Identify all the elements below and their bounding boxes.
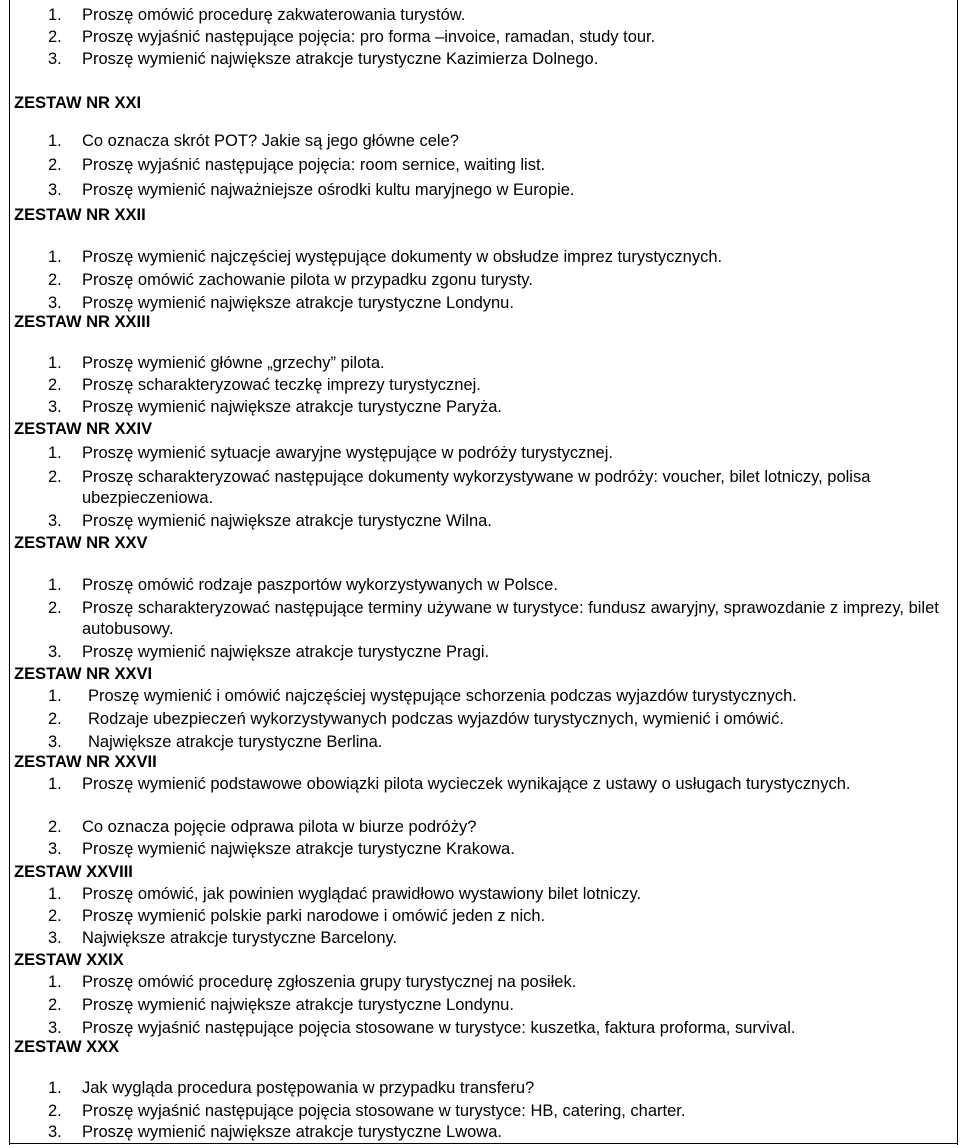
item-text: Proszę wymienić najczęściej występujące dokumenty w obsłudze imprez turystycznych. <box>82 248 723 266</box>
item-text: Proszę wymienić największe atrakcje turystyczne Krakowa. <box>82 840 515 858</box>
section-title: ZESTAW NR XXIII <box>14 313 151 331</box>
item-number: 2. <box>48 28 62 46</box>
item-text: Co oznacza skrót POT? Jakie są jego główne cele? <box>82 132 459 150</box>
item-number: 1. <box>48 973 62 991</box>
item-number: 1. <box>48 775 62 793</box>
section-title: ZESTAW NR XXVII <box>14 753 157 771</box>
item-number: 3. <box>48 1123 62 1141</box>
table-border-right <box>957 0 958 1145</box>
item-text: Proszę wymienić największe atrakcje turystyczne Paryża. <box>82 398 502 416</box>
item-text: Proszę scharakteryzować teczkę imprezy turystycznej. <box>82 376 481 394</box>
item-number: 2. <box>48 818 62 836</box>
section-title: ZESTAW XXIX <box>14 951 124 969</box>
item-text: Proszę wymienić największe atrakcje turystyczne Kazimierza Dolnego. <box>82 50 599 68</box>
item-number: 2. <box>48 271 62 289</box>
item-text: Co oznacza pojęcie odprawa pilota w biurze podróży? <box>82 818 477 836</box>
item-text: Proszę omówić procedurę zgłoszenia grupy turystycznej na posiłek. <box>82 973 577 991</box>
item-text: Rodzaje ubezpieczeń wykorzystywanych podczas wyjazdów turystycznych, wymienić i omówić. <box>88 710 785 728</box>
item-number: 2. <box>48 156 62 174</box>
item-text: Proszę wymienić podstawowe obowiązki pilota wycieczek wynikające z ustawy o usługach turystycznych. <box>82 775 851 793</box>
item-number: 3. <box>48 50 62 68</box>
item-text: Proszę wymienić największe atrakcje turystyczne Londynu. <box>82 294 514 312</box>
item-number: 3. <box>48 181 62 199</box>
item-number: 2. <box>48 996 62 1014</box>
item-text: Proszę wymienić największe atrakcje turystyczne Pragi. <box>82 643 490 661</box>
item-text: Proszę wymienić polskie parki narodowe i omówić jeden z nich. <box>82 907 546 925</box>
section-title: ZESTAW NR XXV <box>14 534 148 552</box>
item-number: 3. <box>48 294 62 312</box>
section-title: ZESTAW NR XXVI <box>14 665 153 683</box>
item-number: 1. <box>48 354 62 372</box>
item-text: Proszę wymienić najważniejsze ośrodki kultu maryjnego w Europie. <box>82 181 575 199</box>
table-border-left <box>9 0 10 1145</box>
item-text: Proszę wyjaśnić następujące pojęcia stosowane w turystyce: kuszetka, faktura proforma, survival. <box>82 1019 796 1037</box>
item-text: Proszę scharakteryzować następujące terminy używane w turystyce: fundusz awaryjny, sprawozdanie z imprezy, bilet autobusowy. <box>82 599 939 638</box>
item-number: 2. <box>48 468 62 486</box>
item-number: 3. <box>48 929 62 947</box>
section-title: ZESTAW NR XXI <box>14 94 142 112</box>
item-text: Proszę wymienić największe atrakcje turystyczne Lwowa. <box>82 1123 502 1141</box>
section-title: ZESTAW NR XXIV <box>14 420 153 438</box>
item-number: 3. <box>48 643 62 661</box>
item-number: 1. <box>48 444 62 462</box>
item-text: Proszę wyjaśnić następujące pojęcia: room sernice, waiting list. <box>82 156 546 174</box>
item-text: Proszę omówić, jak powinien wyglądać prawidłowo wystawiony bilet lotniczy. <box>82 885 642 903</box>
item-number: 1. <box>48 885 62 903</box>
item-text: Największe atrakcje turystyczne Barcelony. <box>82 929 398 947</box>
item-text: Proszę wymienić sytuacje awaryjne występujące w podróży turystycznej. <box>82 444 613 462</box>
item-number: 1. <box>48 687 62 705</box>
item-number: 2. <box>48 599 62 617</box>
item-number: 1. <box>48 248 62 266</box>
item-text: Jak wygląda procedura postępowania w przypadku transferu? <box>82 1079 535 1097</box>
section-title: ZESTAW XXVIII <box>14 863 133 881</box>
section-title: ZESTAW XXX <box>14 1038 120 1056</box>
item-text: Proszę omówić procedurę zakwaterowania turystów. <box>82 6 466 24</box>
item-text: Proszę wyjaśnić następujące pojęcia: pro forma –invoice, ramadan, study tour. <box>82 28 656 46</box>
item-number: 3. <box>48 733 62 751</box>
item-number: 1. <box>48 6 62 24</box>
table-border-bottom <box>9 1143 958 1144</box>
item-number: 2. <box>48 710 62 728</box>
item-number: 3. <box>48 512 62 530</box>
item-number: 2. <box>48 907 62 925</box>
item-text: Proszę wymienić i omówić najczęściej występujące schorzenia podczas wyjazdów turystycznych. <box>88 687 797 705</box>
item-number: 1. <box>48 132 62 150</box>
item-text: Proszę omówić zachowanie pilota w przypadku zgonu turysty. <box>82 271 533 289</box>
item-text: Proszę omówić rodzaje paszportów wykorzystywanych w Polsce. <box>82 576 558 594</box>
item-number: 2. <box>48 1102 62 1120</box>
item-number: 3. <box>48 398 62 416</box>
item-text: Proszę wymienić największe atrakcje turystyczne Londynu. <box>82 996 514 1014</box>
item-number: 2. <box>48 376 62 394</box>
item-text: Proszę wymienić największe atrakcje turystyczne Wilna. <box>82 512 492 530</box>
item-number: 1. <box>48 1079 62 1097</box>
item-text: Największe atrakcje turystyczne Berlina. <box>88 733 383 751</box>
section-title: ZESTAW NR XXII <box>14 206 146 224</box>
item-text: Proszę wymienić główne „grzechy” pilota. <box>82 354 385 372</box>
item-number: 1. <box>48 576 62 594</box>
item-text: Proszę scharakteryzować następujące dokumenty wykorzystywane w podróży: voucher, bilet lotniczy, polisa ubezpieczeniowa. <box>82 468 871 507</box>
item-number: 3. <box>48 840 62 858</box>
item-number: 3. <box>48 1019 62 1037</box>
item-text: Proszę wyjaśnić następujące pojęcia stosowane w turystyce: HB, catering, charter. <box>82 1102 686 1120</box>
